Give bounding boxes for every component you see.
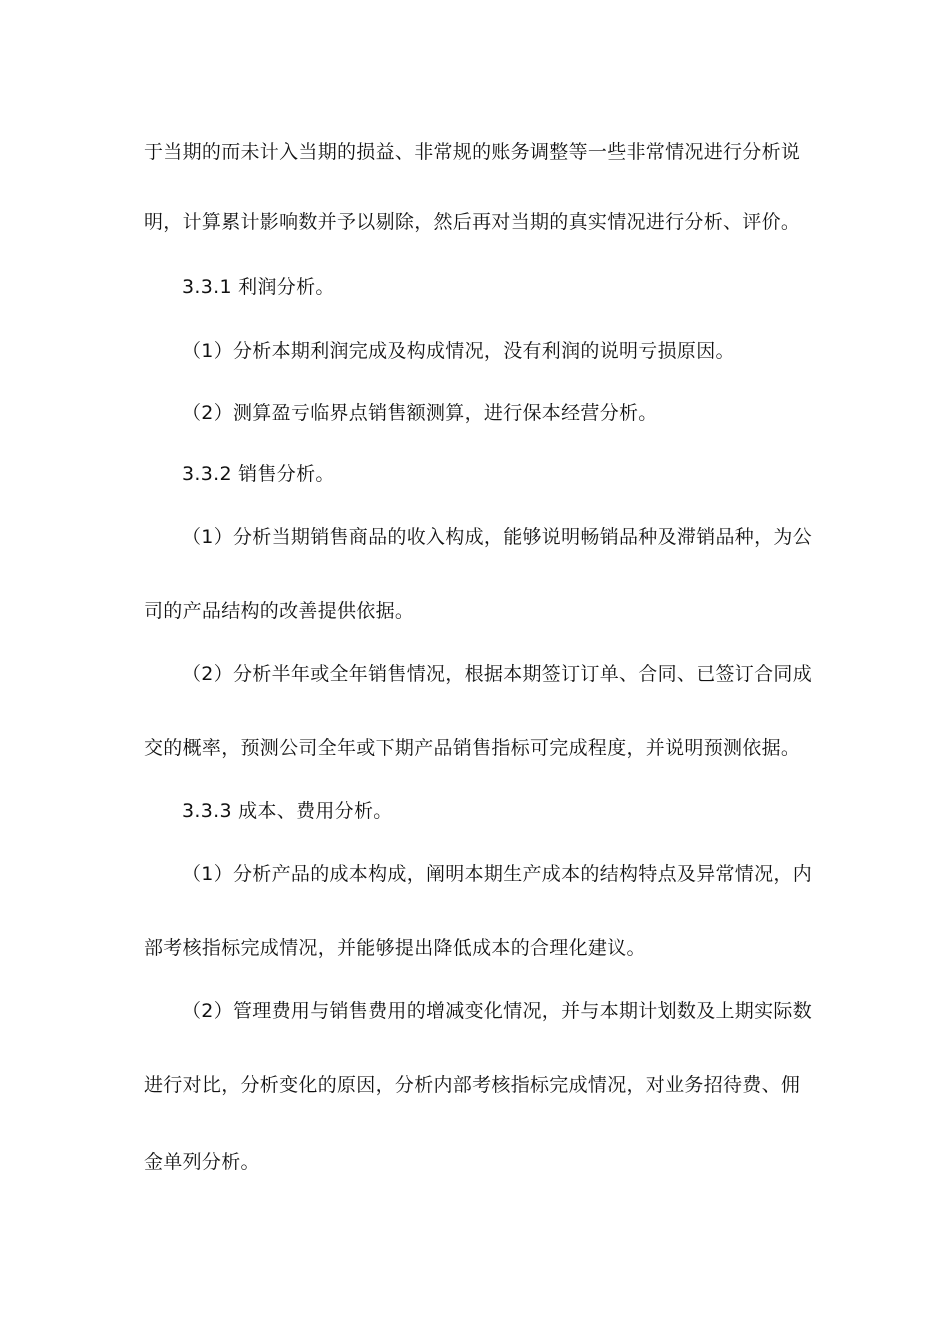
section-heading-3-3-1: 3.3.1 利润分析。 <box>182 276 335 298</box>
section-heading-3-3-2: 3.3.2 销售分析。 <box>182 463 335 485</box>
paragraph-line: 明，计算累计影响数并予以剔除，然后再对当期的真实情况进行分析、评价。 <box>144 211 801 233</box>
list-item: （2）测算盈亏临界点销售额测算，进行保本经营分析。 <box>182 402 658 424</box>
list-item: （1）分析产品的成本构成，阐明本期生产成本的结构特点及异常情况，内 <box>182 863 812 885</box>
paragraph-line: 进行对比，分析变化的原因，分析内部考核指标完成情况，对业务招待费、佣 <box>144 1074 801 1096</box>
list-item: （2）分析半年或全年销售情况，根据本期签订订单、合同、已签订合同成 <box>182 663 812 685</box>
paragraph-line: 部考核指标完成情况，并能够提出降低成本的合理化建议。 <box>144 937 646 959</box>
paragraph-line: 金单列分析。 <box>144 1151 260 1173</box>
list-item: （1）分析本期利润完成及构成情况，没有利润的说明亏损原因。 <box>182 340 735 362</box>
paragraph-line: 司的产品结构的改善提供依据。 <box>144 600 415 622</box>
paragraph-line: 交的概率，预测公司全年或下期产品销售指标可完成程度，并说明预测依据。 <box>144 737 801 759</box>
paragraph-line: 于当期的而未计入当期的损益、非常规的账务调整等一些非常情况进行分析说 <box>144 141 801 163</box>
list-item: （1）分析当期销售商品的收入构成，能够说明畅销品种及滞销品种，为公 <box>182 526 812 548</box>
section-heading-3-3-3: 3.3.3 成本、费用分析。 <box>182 800 393 822</box>
list-item: （2）管理费用与销售费用的增减变化情况，并与本期计划数及上期实际数 <box>182 1000 812 1022</box>
